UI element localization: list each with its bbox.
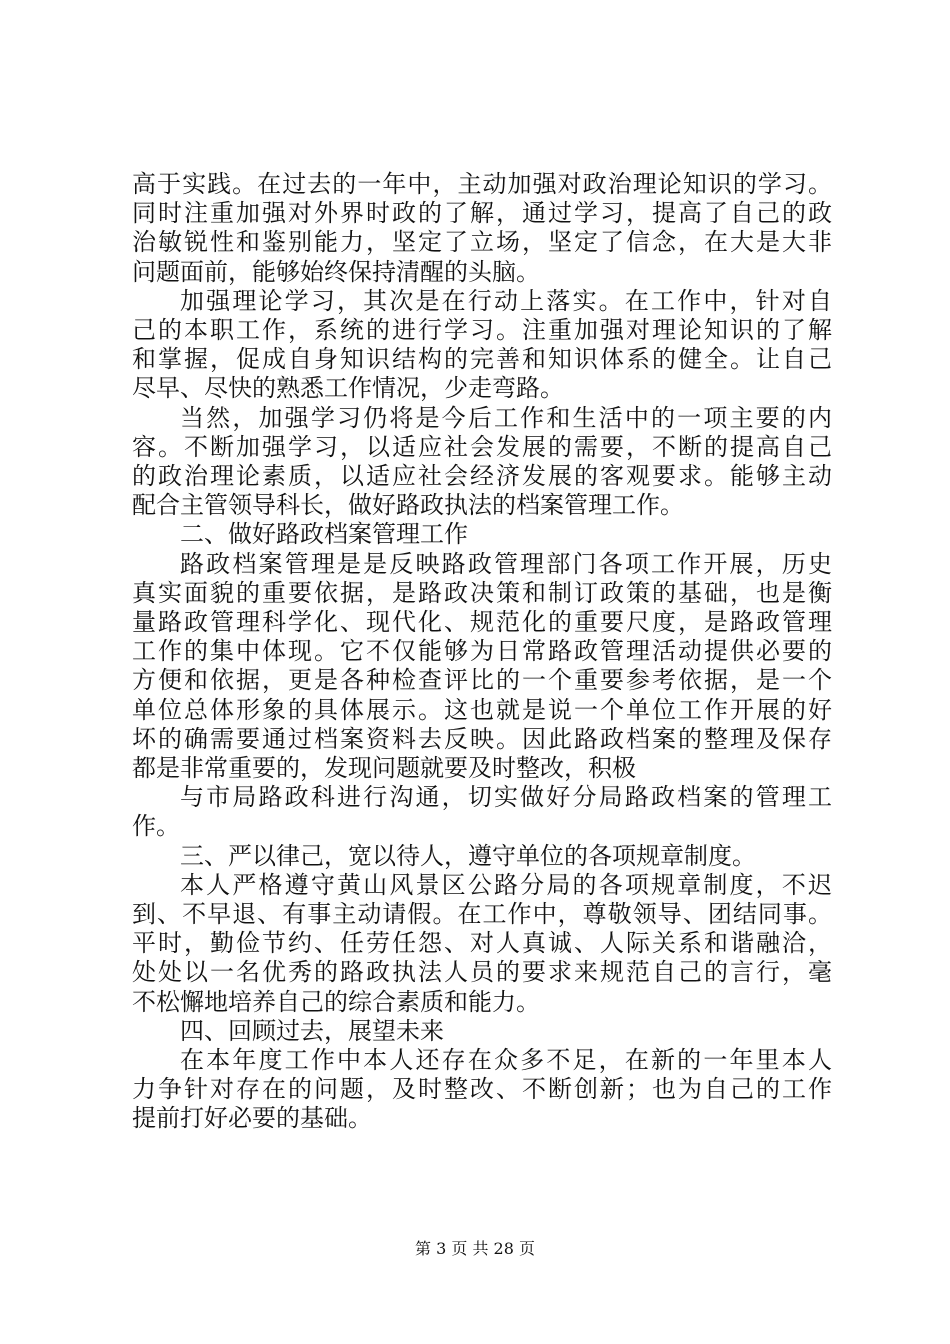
section-heading: 二、做好路政档案管理工作 [180,520,468,548]
paragraph-line: 加强理论学习，其次是在行动上落实。在工作中，针对自 [180,287,832,315]
paragraph-line: 都是非常重要的，发现问题就要及时整改，积极 [132,754,636,782]
paragraph-line: 作。 [132,812,180,840]
paragraph-line: 到、不早退、有事主动请假。在工作中，尊敬领导、团结同事。 [132,900,832,928]
paragraph-line: 问题面前，能够始终保持清醒的头脑。 [132,258,540,286]
paragraph-line: 处处以一名优秀的路政执法人员的要求来规范自己的言行，毫 [132,958,832,986]
paragraph-line: 提前打好必要的基础。 [132,1104,372,1132]
paragraph-line: 单位总体形象的具体展示。这也就是说一个单位工作开展的好 [132,696,832,724]
paragraph-line: 不松懈地培养自己的综合素质和能力。 [132,988,540,1016]
paragraph-line: 尽早、尽快的熟悉工作情况，少走弯路。 [132,374,564,402]
paragraph-line: 方便和依据，更是各种检查评比的一个重要参考依据，是一个 [132,666,832,694]
paragraph-line: 平时，勤俭节约、任劳任怨、对人真诚、人际关系和谐融洽， [132,929,832,957]
paragraph-line: 坏的确需要通过档案资料去反映。因此路政档案的整理及保存 [132,725,832,753]
paragraph-line: 本人严格遵守黄山风景区公路分局的各项规章制度，不迟 [180,871,832,899]
paragraph-line: 在本年度工作中本人还存在众多不足，在新的一年里本人 [180,1046,832,1074]
paragraph-line: 同时注重加强对外界时政的了解，通过学习，提高了自己的政 [132,199,832,227]
paragraph-line: 的政治理论素质，以适应社会经济发展的客观要求。能够主动 [132,462,832,490]
paragraph-line: 配合主管领导科长，做好路政执法的档案管理工作。 [132,491,684,519]
paragraph-line: 路政档案管理是是反映路政管理部门各项工作开展，历史 [180,550,832,578]
paragraph-line: 当然，加强学习仍将是今后工作和生活中的一项主要的内 [180,404,832,432]
paragraph-line: 量路政管理科学化、现代化、规范化的重要尺度，是路政管理 [132,608,832,636]
paragraph-line: 容。不断加强学习，以适应社会发展的需要，不断的提高自己 [132,433,832,461]
paragraph-line: 己的本职工作，系统的进行学习。注重加强对理论知识的了解 [132,316,832,344]
paragraph-line: 和掌握，促成自身知识结构的完善和知识体系的健全。让自己 [132,345,832,373]
paragraph-line: 力争针对存在的问题，及时整改、不断创新；也为自己的工作 [132,1075,832,1103]
section-heading: 三、严以律己，宽以待人，遵守单位的各项规章制度。 [180,842,756,870]
page-number-footer: 第 3 页 共 28 页 [415,1239,535,1258]
paragraph-line: 与市局路政科进行沟通，切实做好分局路政档案的管理工 [180,783,832,811]
section-heading: 四、回顾过去，展望未来 [180,1017,444,1045]
paragraph-line: 真实面貌的重要依据，是路政决策和制订政策的基础，也是衡 [132,579,832,607]
paragraph-line: 高于实践。在过去的一年中，主动加强对政治理论知识的学习。 [132,170,832,198]
paragraph-line: 治敏锐性和鉴别能力，坚定了立场，坚定了信念，在大是大非 [132,228,832,256]
paragraph-line: 工作的集中体现。它不仅能够为日常路政管理活动提供必要的 [132,637,832,665]
